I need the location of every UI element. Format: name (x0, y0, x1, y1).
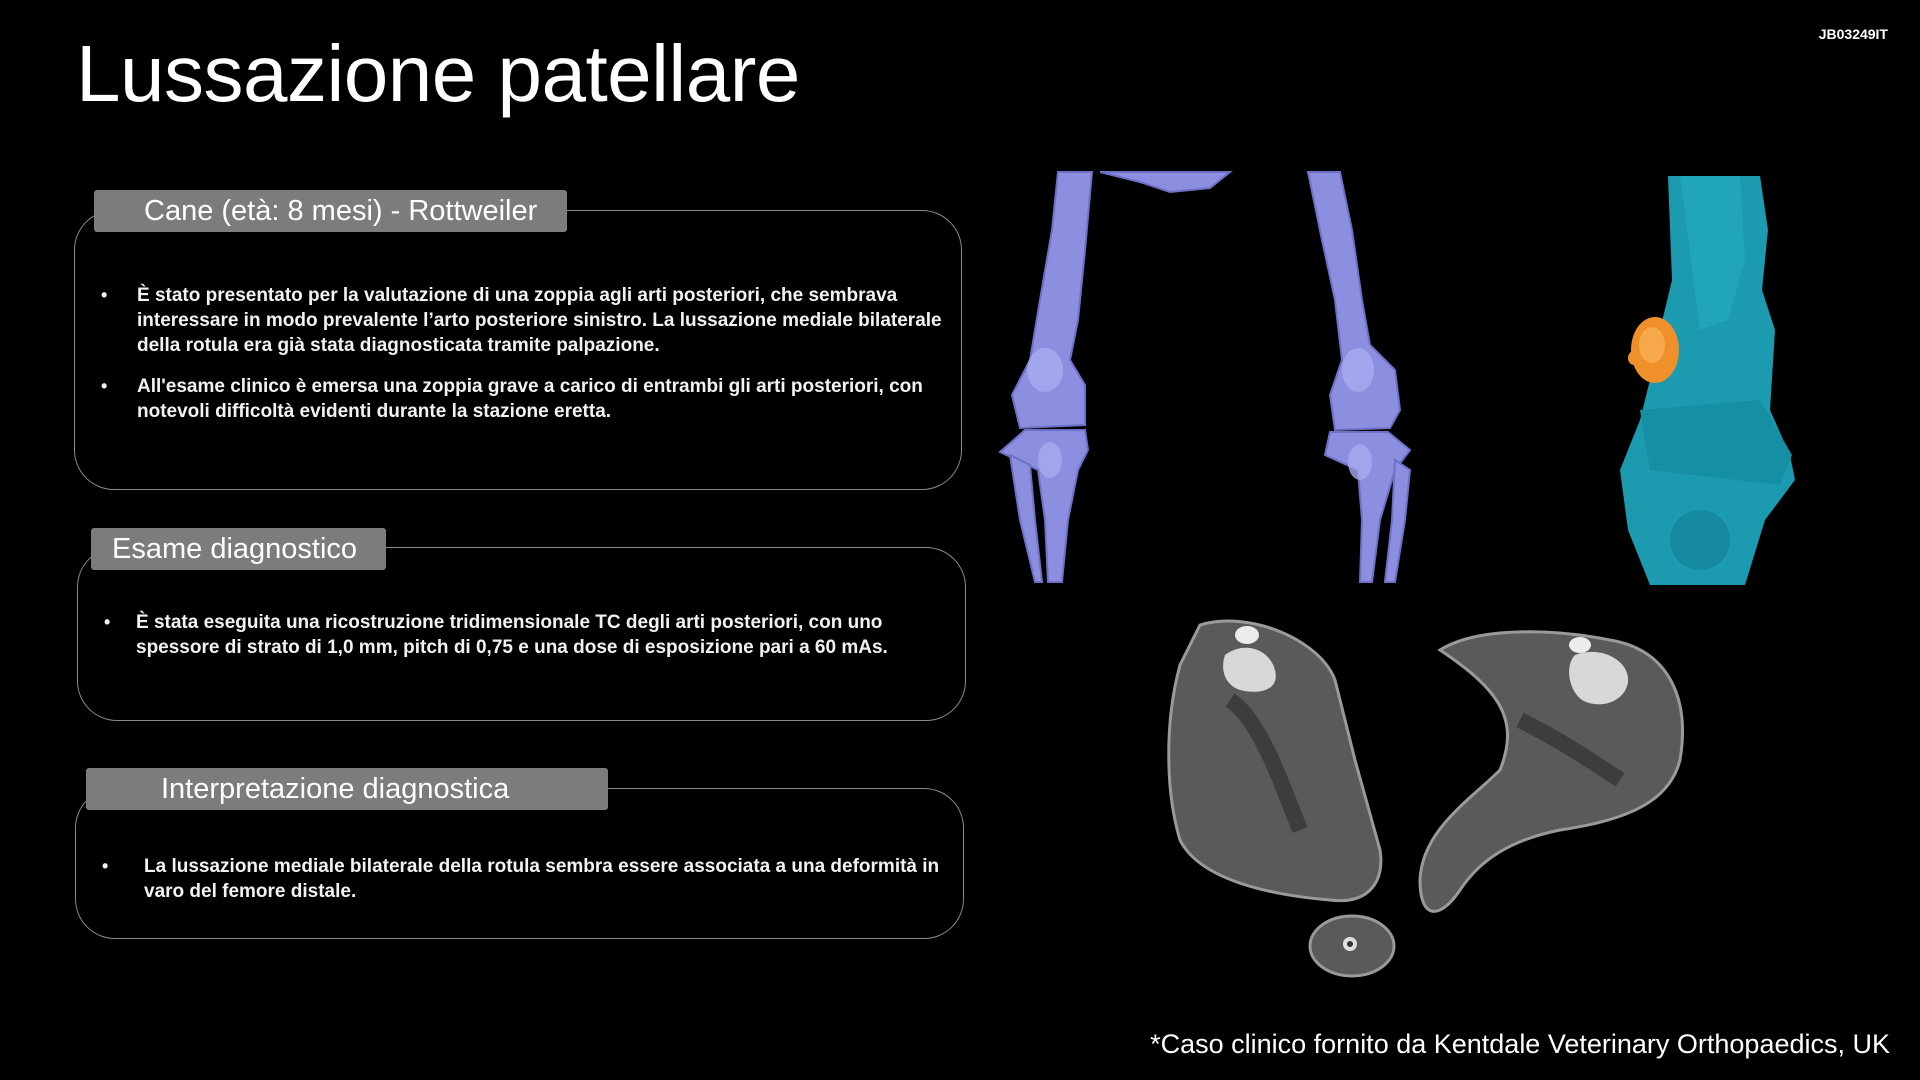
ct-3d-stifle-lateral (1620, 176, 1795, 585)
ct-3d-reconstruction-limbs (1000, 172, 1410, 582)
diagnostic-interpretation-box (75, 788, 964, 939)
patella-highlight (1631, 317, 1679, 383)
list-item: • La lussazione mediale bilaterale della rotula sembra essere associata a una deformità in varo del femore distale. (76, 854, 963, 904)
diagnostic-interpretation-list (76, 854, 963, 904)
patient-info-box (74, 210, 962, 490)
patient-info-list (75, 283, 961, 424)
diagnostic-exam-header: Esame diagnostico (91, 528, 386, 570)
diagnostic-interpretation-header: Interpretazione diagnostica (86, 768, 608, 810)
list-item: • All'esame clinico è emersa una zoppia grave a carico di entrambi gli arti posteriori, con notevoli difficoltà evidenti durante la stazione eretta. (75, 374, 961, 424)
page-title: Lussazione patellare (76, 29, 800, 118)
document-code: JB03249IT (1818, 26, 1888, 42)
patient-info-header: Cane (età: 8 mesi) - Rottweiler (94, 190, 567, 232)
ct-axial-slice (1169, 621, 1683, 976)
diagnostic-exam-list (78, 610, 965, 660)
list-item: • È stata eseguita una ricostruzione tridimensionale TC degli arti posteriori, con uno spessore di strato di 1,0 mm, pitch di 0,75 e una dose di esposizione pari a 60 mAs. (78, 610, 965, 660)
list-item: • È stato presentato per la valutazione di una zoppia agli arti posteriori, che sembrava interessare in modo prevalente l’arto posteriore sinistro. La lussazione mediale bilaterale della rotula era già stata diagnosticata tramite palpazione. (75, 283, 961, 358)
diagnostic-exam-box (77, 547, 966, 721)
case-credit: *Caso clinico fornito da Kentdale Veterinary Orthopaedics, UK (1150, 1029, 1890, 1059)
